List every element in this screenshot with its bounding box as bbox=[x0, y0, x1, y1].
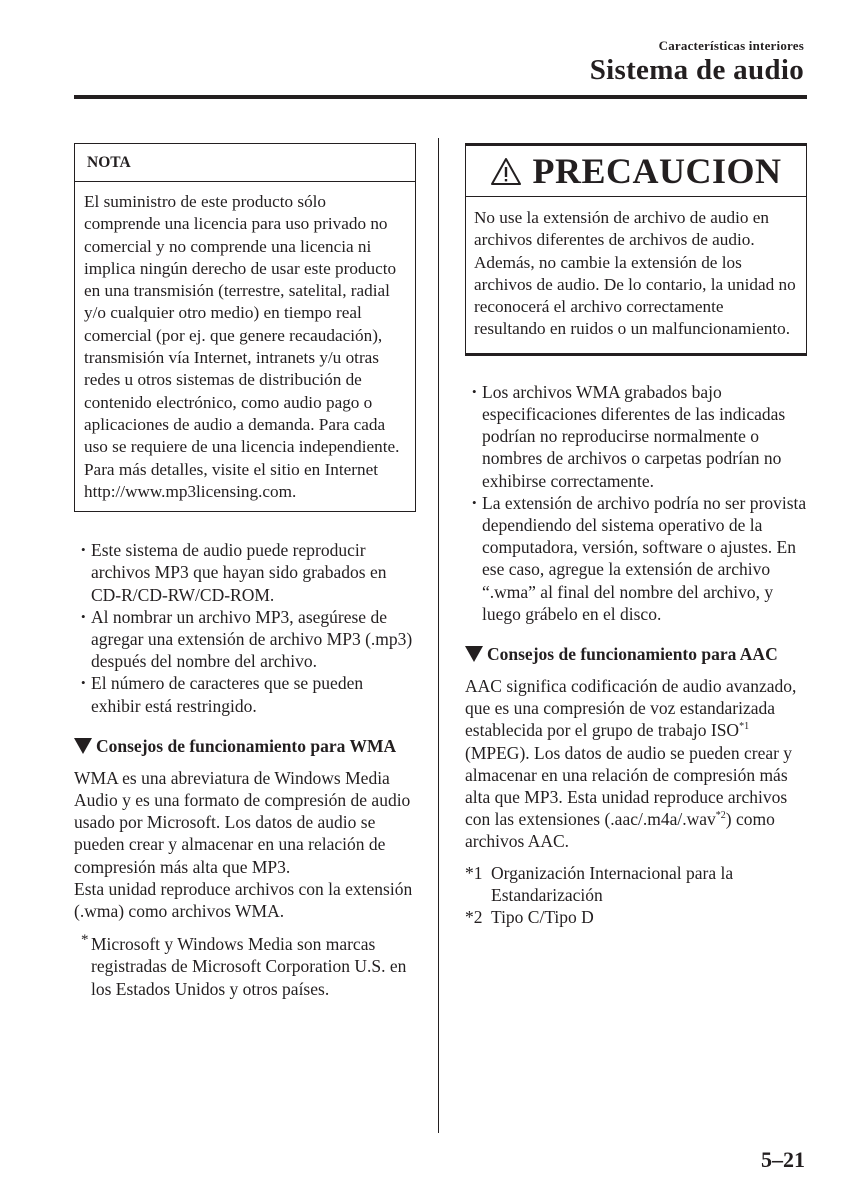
precaucion-text: No use la extensión de archivo de audio en archivos diferentes de archivos de audio. Además, no cambie la extensión de los archivos de audio. De lo contario, la unidad no reconocerá el archivo correctamente resultando en ruidos o un malfuncionamiento. bbox=[474, 208, 796, 339]
wma-paragraph: WMA es una abreviatura de Windows Media Audio y es una formato de compresión de audio usado por Microsoft. Los datos de audio se pueden crear y almacenar en una relación de compresión más alta que MP3. bbox=[74, 767, 411, 877]
list-item: • Al nombrar un archivo MP3, asegúrese de agregar una extensión de archivo MP3 (.mp3) después del nombre del archivo. bbox=[74, 606, 416, 673]
list-item: • La extensión de archivo podría no ser provista dependiendo del sistema operativo de la computadora, versión, software o ajustes. En ese caso, agregue la extensión de archivo “.wma” al final del nombre del archivo, y luego grábelo en el disco. bbox=[465, 492, 807, 625]
page-number: 5–21 bbox=[761, 1147, 805, 1172]
precaucion-header bbox=[466, 146, 806, 197]
aac-heading-text: Consejos de funcionamiento para AAC bbox=[487, 644, 778, 665]
wma-footnote bbox=[74, 933, 416, 1000]
right-bullet-list bbox=[465, 381, 807, 625]
note-mark: *1 bbox=[465, 862, 483, 883]
warning-triangle-icon bbox=[490, 157, 522, 186]
wma-body bbox=[74, 767, 416, 922]
footnote-text: Microsoft y Windows Media son marcas registradas de Microsoft Corporation U.S. en los Estados Unidos y otros países. bbox=[91, 934, 407, 999]
aac-text-part: ) como archivos AAC. bbox=[465, 809, 775, 852]
footnote-ref: *1 bbox=[739, 721, 750, 733]
aac-body bbox=[465, 675, 807, 853]
wma-heading-text: Consejos de funcionamiento para WMA bbox=[96, 735, 397, 756]
nota-label: NOTA bbox=[75, 144, 415, 182]
column-divider bbox=[438, 138, 439, 1133]
aac-text-part: (MPEG). Los datos de audio se pueden crear y almacenar en una relación de compresión más alta que MP3. Esta unidad reproduce archivos con las extensiones (.aac/.m4a/.wav bbox=[465, 742, 793, 830]
list-item: • El número de caracteres que se pueden exhibir está restringido. bbox=[74, 672, 416, 716]
note-item bbox=[465, 862, 807, 906]
nota-text: El suministro de este producto sólo comprende una licencia para uso privado no comercial y no comprende una licencia ni implica ningún derecho de usar este producto en una transmisión (terrestre, satelital, radial y/o cualquier otro medio) en tiempo real comercial (por ej. que genere recaudación), transmisión vía Internet, intranets y/u otras redes u otros sistemas de distribución de contenido electrónico, como audio pago o aplicaciones de audio a demanda. Para cada uso se requiere de una licencia independiente. Para más detalles, visite el sitio en Internet http://www.mp3licensing.com. bbox=[84, 192, 400, 501]
list-item: • Los archivos WMA grabados bajo especificaciones diferentes de las indicadas podrían no reproducirse normalmente o nombres de archivos o carpetas podrían no exhibirse correctamente. bbox=[465, 381, 807, 492]
triangle-down-icon bbox=[74, 738, 92, 754]
left-column bbox=[74, 143, 416, 1000]
right-column bbox=[465, 143, 807, 928]
precaucion-box bbox=[465, 143, 807, 356]
aac-text-part: AAC significa codificación de audio avanzado, que es una compresión de voz estandarizada establecida por el grupo de trabajo ISO bbox=[465, 676, 797, 741]
section-title: Características interiores bbox=[658, 38, 804, 53]
header-rule bbox=[74, 95, 807, 99]
list-item: • Este sistema de audio puede reproducir archivos MP3 que hayan sido grabados en CD-R/CD-RW/CD-ROM. bbox=[74, 539, 416, 606]
aac-paragraph bbox=[465, 675, 807, 853]
footnote-ref: *2 bbox=[715, 810, 726, 822]
aac-heading bbox=[465, 643, 807, 665]
left-bullet-list bbox=[74, 539, 416, 717]
precaucion-label: PRECAUCION bbox=[532, 150, 782, 191]
note-item bbox=[465, 906, 807, 928]
nota-box bbox=[74, 143, 416, 512]
footnote-mark: * bbox=[81, 932, 89, 949]
precaucion-bottom-rule bbox=[466, 353, 806, 355]
note-text: Tipo C/Tipo D bbox=[491, 907, 594, 928]
note-mark: *2 bbox=[465, 907, 483, 928]
aac-notes bbox=[465, 862, 807, 929]
page-title: Sistema de audio bbox=[589, 54, 804, 86]
triangle-down-icon bbox=[465, 646, 483, 662]
wma-heading bbox=[74, 735, 416, 757]
wma-paragraph: Esta unidad reproduce archivos con la extensión (.wma) como archivos WMA. bbox=[74, 878, 413, 921]
note-text: Organización Internacional para la Estandarización bbox=[491, 862, 734, 905]
